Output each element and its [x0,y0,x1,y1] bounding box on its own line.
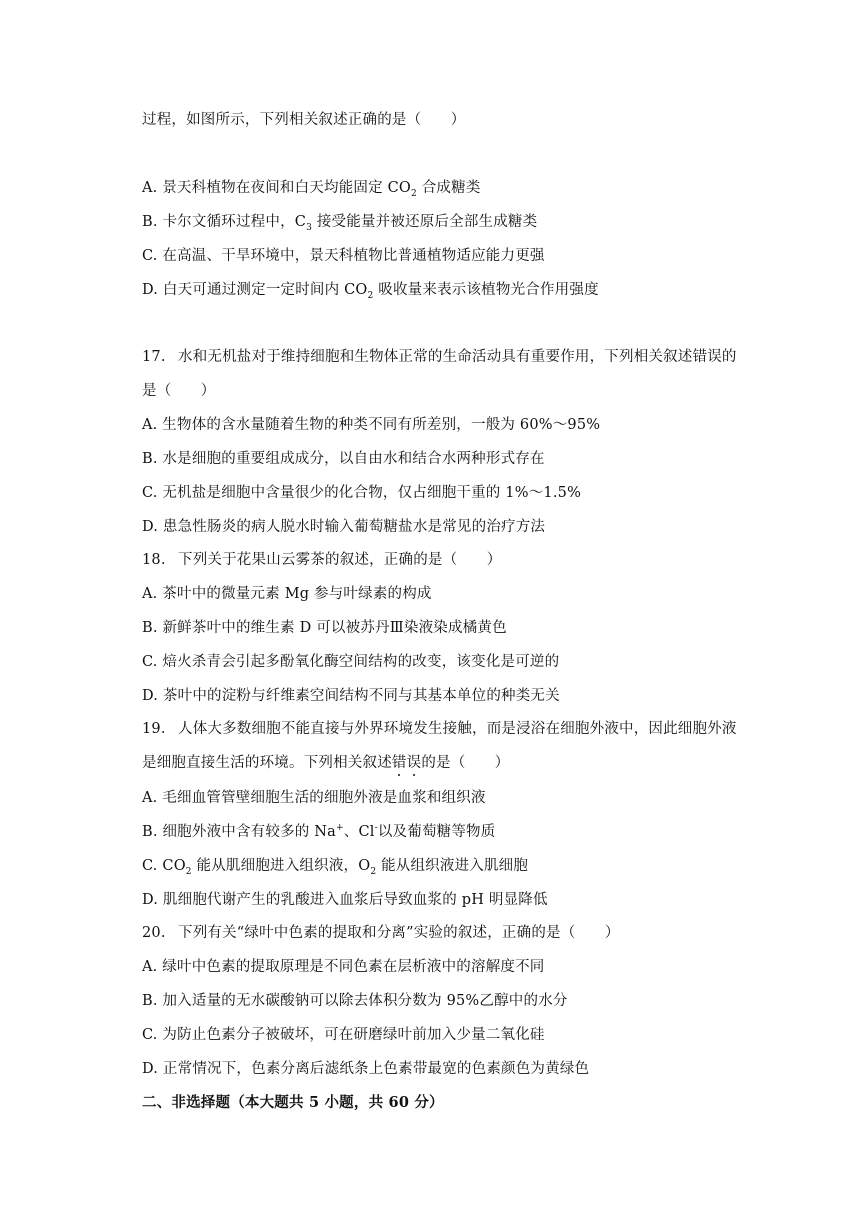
q18-stem-text: 下列关于花果山云雾茶的叙述，正确的是（ ） [178,552,502,568]
q20-option-b [142,991,782,1011]
q18-stem [142,550,782,570]
superscript: + [336,823,344,834]
q20-option-a-text: A. 绿叶中色素的提取原理是不同色素在层析液中的溶解度不同 [142,959,545,975]
q18-option-a [142,584,782,604]
q18-option-c [142,652,782,672]
q20-number: 20. [142,925,166,941]
q17-option-c-text: C. 无机盐是细胞中含量很少的化合物，仅占细胞干重的 1%～1.5% [142,485,582,501]
q17-option-b [142,449,782,469]
q17-option-d-text: D. 患急性肠炎的病人脱水时输入葡萄糖盐水是常见的治疗方法 [142,519,546,535]
emphasis-dot-char: 错 [391,755,407,771]
q19-option-d-text: D. 肌细胞代谢产生的乳酸进入血浆后导致血浆的 pH 明显降低 [142,892,548,908]
q19-option-b [142,822,782,842]
q18-option-b [142,618,782,638]
q20-stem-text: 下列有关“绿叶中色素的提取和分离”实验的叙述，正确的是（ ） [178,925,620,941]
q20-option-d-text: D. 正常情况下，色素分离后滤纸条上色素带最宽的色素颜色为黄绿色 [142,1061,590,1077]
q18-option-c-text: C. 焙火杀青会引起多酚氧化酶空间结构的改变，该变化是可逆的 [142,654,560,670]
q16-option-a [142,178,782,198]
q19-stem-text: 人体大多数细胞不能直接与外界环境发生接触，而是浸浴在细胞外液中，因此细胞外液 [178,721,737,737]
q19-option-c-text-end: 能从组织液进入肌细胞 [376,858,529,874]
q19-stem-text-2-end: 的是（ ） [421,755,510,771]
q16-option-b-text-end: 接受能量并被还原后全部生成糖类 [312,214,538,230]
subscript: 2 [367,290,374,301]
q17-option-b-text: B. 水是细胞的重要组成成分，以自由水和结合水两种形式存在 [142,451,545,467]
q19-option-b-text: B. 细胞外液中含有较多的 Na [142,824,337,840]
q16-option-a-text: A. 景天科植物在夜间和白天均能固定 CO [142,180,411,196]
q16-option-d [142,280,782,300]
q17-stem [142,347,782,367]
q16-option-d-text: D. 白天可通过测定一定时间内 CO [142,282,368,298]
subscript: 2 [370,866,377,877]
q19-option-c-text-mid: 能从肌细胞进入组织液，O [191,858,371,874]
q16-stem [142,110,782,130]
subscript: 3 [306,222,313,233]
q19-option-b-text-end: 以及葡萄糖等物质 [377,824,496,840]
q19-option-b-text-mid: 、Cl [343,824,375,840]
q19-option-a [142,788,782,808]
q19-option-a-text: A. 毛细血管管壁细胞生活的细胞外液是血浆和组织液 [142,790,486,806]
q19-stem-text-2: 是细胞直接生活的环境。下列相关叙述 [142,755,392,771]
section-heading-text: 二、非选择题（本大题共 5 小题，共 60 分） [142,1094,444,1111]
q18-number: 18. [142,552,166,568]
section-heading [142,1093,782,1113]
subscript: 2 [185,866,192,877]
q16-stem-text: 过程，如图所示，下列相关叙述正确的是（ ） [142,112,466,128]
q17-option-d [142,517,782,537]
q17-option-a [142,415,782,435]
q16-option-c-text: C. 在高温、干旱环境中，景天科植物比普通植物适应能力更强 [142,248,545,264]
q20-option-c [142,1025,782,1045]
q20-option-b-text: B. 加入适量的无水碳酸钠可以除去体积分数为 95%乙醇中的水分 [142,993,568,1009]
subscript: 2 [410,188,417,199]
q19-number: 19. [142,721,166,737]
q19-stem [142,719,782,739]
q16-option-a-text-end: 合成糖类 [416,180,481,196]
q17-stem-cont [142,381,782,401]
q16-option-c [142,246,782,266]
superscript: - [374,823,378,834]
q19-stem-cont [142,753,782,773]
q16-option-b [142,212,782,232]
emphasis-dot-char: 误 [406,755,422,771]
q18-option-d-text: D. 茶叶中的淀粉与纤维素空间结构不同与其基本单位的种类无关 [142,688,560,704]
q20-stem [142,923,782,943]
q20-option-d [142,1059,782,1079]
q17-stem-text: 水和无机盐对于维持细胞和生物体正常的生命活动具有重要作用，下列相关叙述错误的 [178,349,737,365]
q19-option-c-text: C. CO [142,858,186,874]
q20-option-c-text: C. 为防止色素分子被破坏，可在研磨绿叶前加入少量二氧化硅 [142,1027,545,1043]
q17-number: 17. [142,349,166,365]
q17-option-c [142,483,782,503]
q17-option-a-text: A. 生物体的含水量随着生物的种类不同有所差别，一般为 60%～95% [142,417,601,433]
q17-stem-text-2: 是（ ） [142,383,216,399]
q16-option-d-text-end: 吸收量来表示该植物光合作用强度 [373,282,599,298]
q19-option-c [142,856,782,876]
q18-option-a-text: A. 茶叶中的微量元素 Mg 参与叶绿素的构成 [142,586,432,602]
q18-option-b-text: B. 新鲜茶叶中的维生素 D 可以被苏丹Ⅲ染液染成橘黄色 [142,620,507,636]
q16-option-b-text: B. 卡尔文循环过程中，C [142,214,307,230]
q18-option-d [142,686,782,706]
q20-option-a [142,957,782,977]
q19-option-d [142,890,782,910]
